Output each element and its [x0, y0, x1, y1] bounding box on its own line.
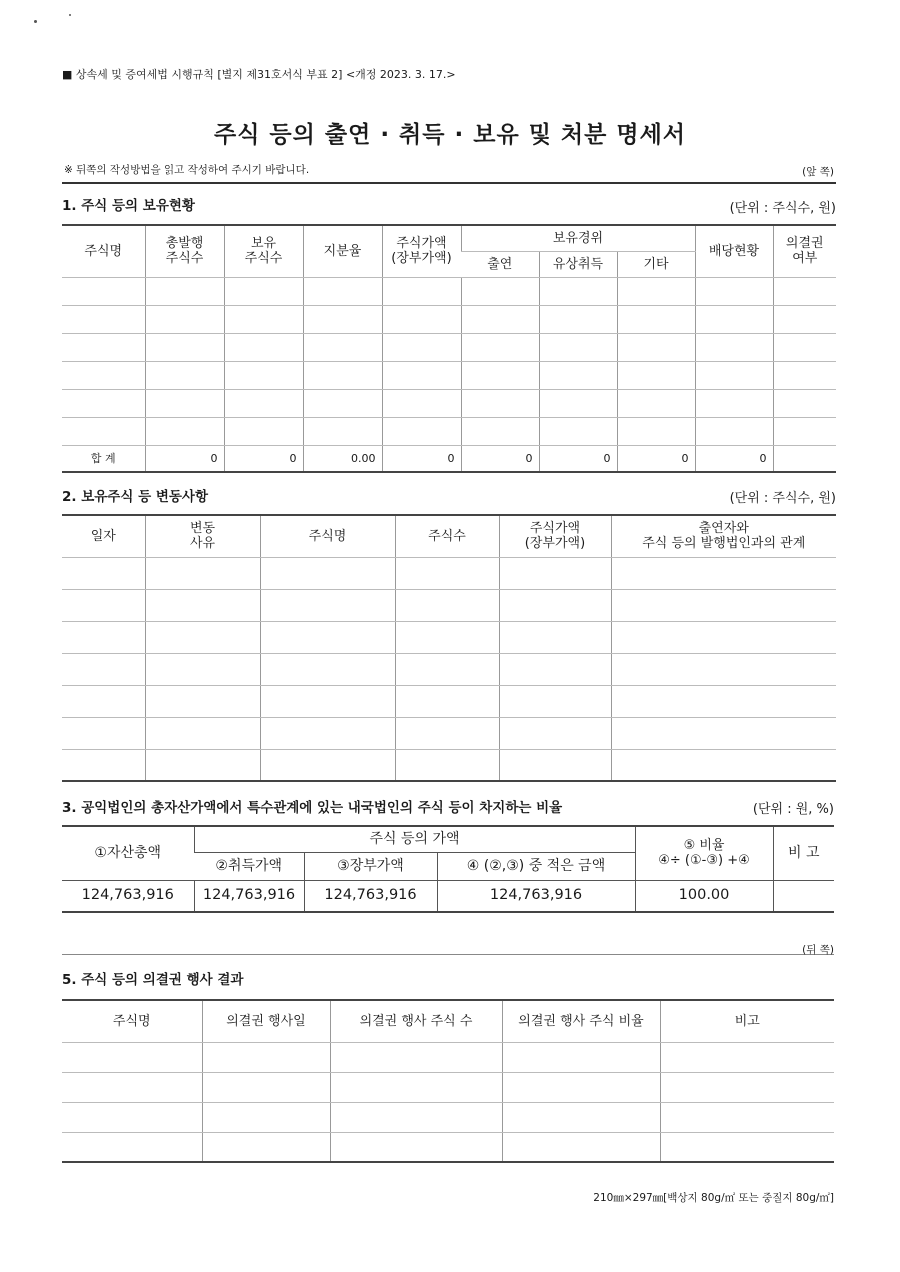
instruction-note: ※ 뒤쪽의 작성방법을 읽고 작성하여 주시기 바랍니다. [64, 164, 310, 176]
header-remarks: 비고 [660, 1000, 834, 1042]
total-issued-sum: 0 [145, 445, 224, 472]
header-share-count: 주식수 [395, 515, 499, 557]
header-change-reason: 변동 사유 [145, 515, 260, 557]
scan-speck [34, 20, 37, 23]
header-stock-value: 주식가액 (장부가액) [499, 515, 611, 557]
header-contribution: 출연 [461, 251, 539, 277]
header-stock-name: 주식명 [62, 225, 145, 277]
header-relation: 출연자와 주식 등의 발행법인과의 관계 [611, 515, 836, 557]
totals-row [62, 445, 836, 472]
top-divider [62, 182, 836, 184]
table-row [62, 333, 836, 361]
header-paid-acquisition: 유상취득 [539, 251, 617, 277]
acquisition-value: 124,763,916 [194, 880, 304, 912]
header-stock-name: 주식명 [62, 1000, 202, 1042]
header-remarks: 비 고 [773, 826, 834, 880]
total-other-sum: 0 [617, 445, 695, 472]
section5-title: 5. 주식 등의 의결권 행사 결과 [62, 972, 244, 988]
remarks-value[interactable] [773, 880, 834, 912]
changes-table [62, 514, 836, 782]
section3-title: 3. 공익법인의 총자산가액에서 특수관계에 있는 내국법인의 주식 등이 차지하는 비율 [62, 800, 563, 816]
scan-speck [69, 14, 71, 16]
table-row [62, 589, 836, 621]
section3-unit: (단위 : 원, %) [752, 802, 834, 817]
header-ratio: ⑤ 비율 ④÷ (①-③) +④ [635, 826, 773, 880]
header-lesser-amount: ④ (②,③) 중 적은 금액 [437, 852, 635, 880]
section2-unit: (단위 : 주식수, 원) [729, 491, 836, 506]
table-row [62, 1132, 834, 1162]
ratio-value: 100.00 [635, 880, 773, 912]
total-dividend-sum: 0 [695, 445, 773, 472]
header-vote-count: 의결권 행사 주식 수 [330, 1000, 502, 1042]
header-voting: 의결권 여부 [773, 225, 836, 277]
total-paid-acq-sum: 0 [539, 445, 617, 472]
header-stock-value: 주식가액 (장부가액) [382, 225, 461, 277]
table-row [62, 717, 836, 749]
section1-title: 1. 주식 등의 보유현황 [62, 198, 195, 214]
header-vote-date: 의결권 행사일 [202, 1000, 330, 1042]
total-value-sum: 0 [382, 445, 461, 472]
header-acquisition-value: ②취득가액 [194, 852, 304, 880]
header-held-shares: 보유 주식수 [224, 225, 303, 277]
table-row [62, 277, 836, 305]
header-book-value: ③장부가액 [304, 852, 437, 880]
section1-unit: (단위 : 주식수, 원) [729, 201, 836, 216]
table-row [62, 880, 834, 912]
table-row [62, 621, 836, 653]
table-row [62, 557, 836, 589]
table-row [62, 417, 836, 445]
total-held-sum: 0 [224, 445, 303, 472]
table-row [62, 653, 836, 685]
total-ratio-sum: 0.00 [303, 445, 382, 472]
header-stock-value-group: 주식 등의 가액 [194, 826, 635, 852]
total-contribution-sum: 0 [461, 445, 539, 472]
header-dividend: 배당현황 [695, 225, 773, 277]
voting-table [62, 999, 834, 1163]
header-stock-name: 주식명 [260, 515, 395, 557]
header-total-assets: ①자산총액 [62, 826, 194, 880]
table-row [62, 361, 836, 389]
header-holding-history: 보유경위 [461, 225, 695, 251]
table-row [62, 1042, 834, 1072]
table-row [62, 389, 836, 417]
ratio-table [62, 825, 834, 913]
paper-spec-footer: 210㎜×297㎜[백상지 80g/㎡ 또는 중질지 80g/㎡] [593, 1192, 834, 1204]
header-share-ratio: 지분율 [303, 225, 382, 277]
table-row [62, 685, 836, 717]
section2-title: 2. 보유주식 등 변동사항 [62, 489, 208, 505]
book-value: 124,763,916 [304, 880, 437, 912]
table-row [62, 749, 836, 781]
header-vote-ratio: 의결권 행사 주식 비율 [502, 1000, 660, 1042]
back-page-label: (뒤 쪽) [802, 944, 834, 956]
total-assets-value: 124,763,916 [62, 880, 194, 912]
header-total-issued: 총발행 주식수 [145, 225, 224, 277]
header-date: 일자 [62, 515, 145, 557]
front-page-label: (앞 쪽) [802, 166, 834, 178]
header-other: 기타 [617, 251, 695, 277]
holdings-table [62, 224, 836, 473]
table-row [62, 1072, 834, 1102]
page-title: 주식 등의 출연 · 취득 · 보유 및 처분 명세서 [213, 122, 687, 148]
table-row [62, 305, 836, 333]
page-break-line [62, 954, 834, 955]
table-row [62, 1102, 834, 1132]
lesser-amount-value: 124,763,916 [437, 880, 635, 912]
total-label: 합 계 [62, 445, 145, 472]
form-header-note: ■ 상속세 및 증여세법 시행규칙 [별지 제31호서식 부표 2] <개정 2023. 3. 17.> [62, 68, 456, 81]
